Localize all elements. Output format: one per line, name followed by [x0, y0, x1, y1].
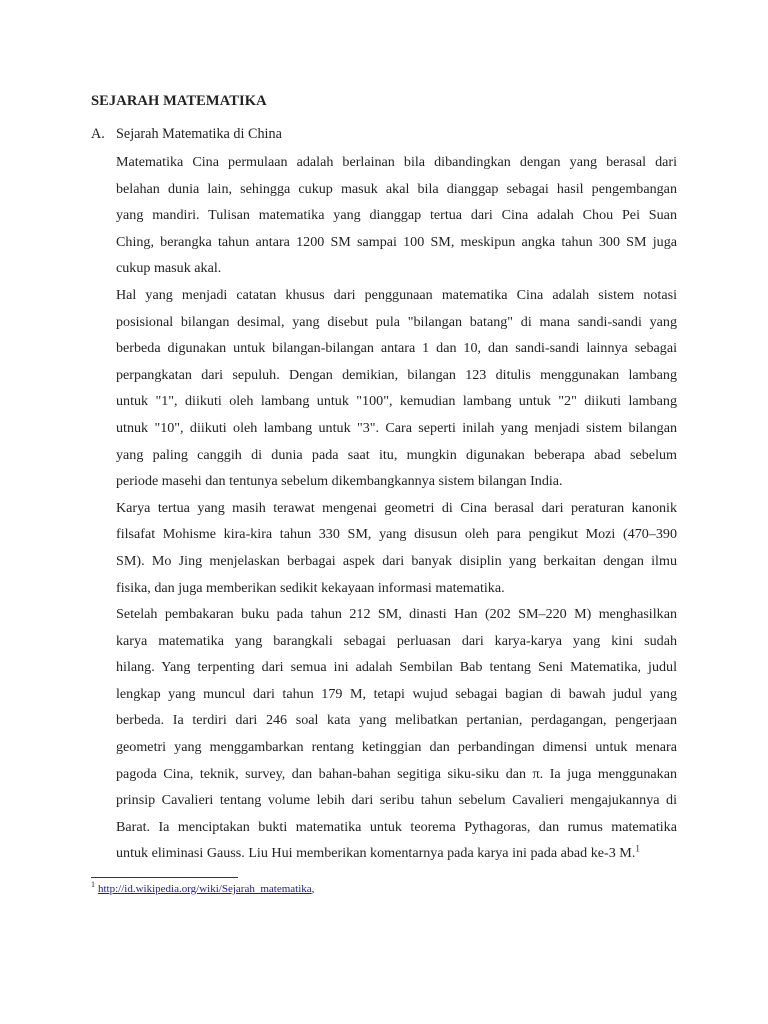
text-line: lengkap yang muncul dari tahun 179 M, tetapi wujud sebagai bagian di bawah judul yang: [116, 685, 677, 702]
text-line: utnuk "10", diikuti oleh lambang untuk "3". Cara seperti inilah yang menjadi sistem bilangan: [116, 419, 677, 436]
footnote: [91, 880, 315, 895]
text-line: Matematika Cina permulaan adalah berlainan bila dibandingkan dengan yang berasal dari: [116, 154, 677, 170]
section-title: Sejarah Matematika di China: [116, 126, 282, 142]
text-line: geometri yang menggambarkan rentang ketinggian dan perbandingan dimensi untuk menara: [116, 739, 677, 756]
text-line: posisional bilangan desimal, yang disebut pula "bilangan batang" di mana sandi-sandi yang: [116, 313, 677, 330]
text-line: hilang. Yang terpenting dari semua ini adalah Sembilan Bab tentang Seni Matematika, judul: [116, 659, 677, 676]
text-line: Hal yang menjadi catatan khusus dari penggunaan matematika Cina adalah sistem notasi: [116, 286, 677, 303]
text-line: untuk eliminasi Gauss. Liu Hui memberikan komentarnya pada karya ini pada abad ke-3 M.$^1$: [116, 843, 640, 862]
text-line: berbeda. Ia terdiri dari 246 soal kata yang melibatkan pertanian, perdagangan, pengerjaan: [116, 712, 677, 729]
footnote-divider: [91, 877, 238, 878]
paragraph: [116, 601, 677, 867]
text-line: Karya tertua yang masih terawat mengenai geometri di Cina berasal dari peraturan kanonik: [116, 499, 677, 516]
text-line: Setelah pembakaran buku pada tahun 212 SM, dinasti Han (202 SM–220 M) menghasilkan: [116, 606, 677, 623]
text-line: periode masehi dan tentunya sebelum dikembangkannya sistem bilangan India.: [116, 473, 563, 490]
text-line: untuk "1", diikuti oleh lambang untuk "100", kemudian lambang untuk "2" diikuti lambang: [116, 393, 677, 410]
text-line: yang paling canggih di dunia pada saat itu, mungkin digunakan beberapa abad sebelum: [116, 446, 677, 463]
footnote-trailing: ,: [311, 883, 315, 895]
text-line: karya matematika yang barangkali sebagai perluasan dari karya-karya yang kini sudah: [116, 632, 677, 649]
document-title: SEJARAH MATEMATIKA: [91, 93, 267, 109]
footnote-number: 1: [91, 880, 95, 890]
paragraph: [116, 149, 677, 282]
text-line: cukup masuk akal.: [116, 260, 222, 277]
text-line: filsafat Mohisme kira-kira tahun 330 SM, yang disusun oleh para pengikut Mozi (470–390: [116, 526, 677, 543]
paragraph: [116, 282, 677, 495]
text-line: Barat. Ia menciptakan bukti matematika untuk teorema Pythagoras, dan rumus matematika: [116, 818, 677, 835]
text-line: yang mandiri. Tulisan matematika yang dianggap tertua dari Cina adalah Chou Pei Suan: [116, 207, 677, 224]
text-line: pagoda Cina, teknik, survey, dan bahan-bahan segitiga siku-siku dan π. Ia juga menggunakan: [116, 765, 677, 782]
paragraph: [116, 495, 677, 601]
text-line: perpangkatan dari sepuluh. Dengan demikian, bilangan 123 ditulis menggunakan lambang: [116, 366, 677, 383]
section-letter: A.: [91, 126, 105, 142]
text-line: fisika, dan juga memberikan sedikit kekayaan informasi matematika.: [116, 579, 505, 596]
footnote-link[interactable]: http://id.wikipedia.org/wiki/Sejarah_matematika: [98, 883, 312, 895]
section-heading: [91, 126, 282, 143]
text-line: berbeda digunakan untuk bilangan-bilangan antara 1 dan 10, dan sandi-sandi lainnya sebagai: [116, 340, 677, 357]
text-line: belahan dunia lain, sehingga cukup masuk akal bila dianggap sebagai hasil pengembangan: [116, 180, 677, 197]
section-body: [116, 149, 677, 867]
text-line: Ching, berangka tahun antara 1200 SM sampai 100 SM, meskipun angka tahun 300 SM juga: [116, 233, 677, 250]
text-line: SM). Mo Jing menjelaskan berbagai aspek dari banyak disiplin yang berkaitan dengan ilmu: [116, 552, 677, 569]
footnote-reference: 1: [635, 843, 640, 854]
text-line: prinsip Cavalieri tentang volume lebih dari seribu tahun sebelum Cavalieri mengajukannya di: [116, 792, 677, 809]
